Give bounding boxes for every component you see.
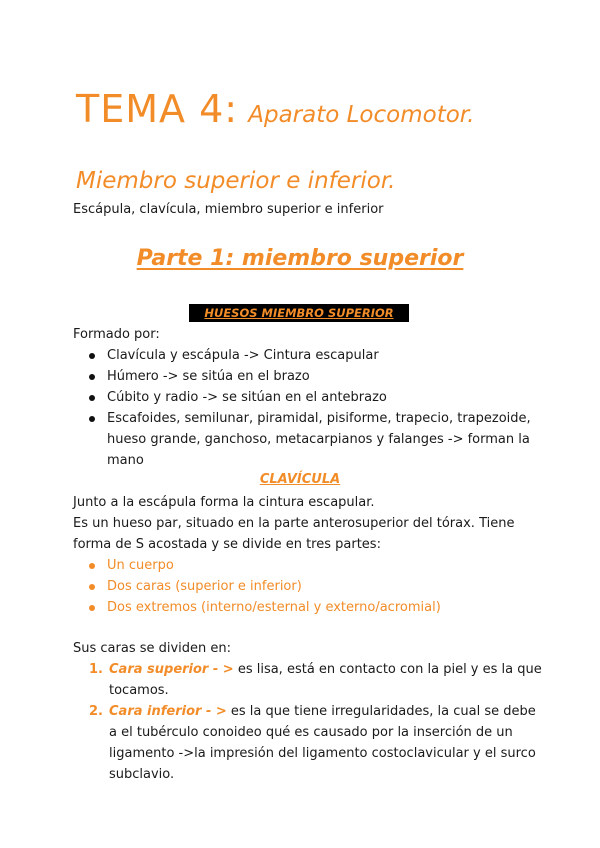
list-item: Cúbito y radio -> se sitúan en el antebrazo xyxy=(73,387,543,408)
list-item: Húmero -> se sitúa en el brazo xyxy=(73,366,543,387)
bullet-icon xyxy=(89,584,95,590)
list-item: Dos caras (superior e inferior) xyxy=(73,576,543,597)
list-item xyxy=(73,659,543,701)
caras-intro: Sus caras se dividen en: xyxy=(73,641,232,656)
clavicula-heading: CLAVÍCULA xyxy=(259,472,341,487)
cara-label: Cara superior - > xyxy=(109,662,234,677)
bullet-icon xyxy=(89,563,95,569)
title-main: TEMA 4: xyxy=(76,87,239,131)
clavicula-line1: Junto a la escápula forma la cintura escapular. xyxy=(73,495,375,510)
cara-label: Cara inferior - > xyxy=(109,704,227,719)
title-rest: Aparato Locomotor. Miembro superior e inferior. xyxy=(76,102,475,194)
clavicula-parts-list xyxy=(73,555,543,618)
bullet-icon xyxy=(89,353,95,359)
section-label: HUESOS MIEMBRO SUPERIOR xyxy=(204,306,394,320)
bullet-icon xyxy=(89,605,95,611)
list-item xyxy=(73,701,543,785)
cara-text: es lisa, está en contacto con la piel y es la que tocamos. xyxy=(109,662,542,698)
clavicula-line2: Es un hueso par, situado en la parte anterosuperior del tórax. Tiene forma de S acostada y se divide en tres partes: xyxy=(73,516,515,552)
bullet-icon xyxy=(89,395,95,401)
subtitle: Escápula, clavícula, miembro superior e inferior xyxy=(73,202,384,217)
caras-list xyxy=(73,659,543,785)
list-item: Un cuerpo xyxy=(73,555,543,576)
list-item: Clavícula y escápula -> Cintura escapular xyxy=(73,345,543,366)
formado-por-label: Formado por: xyxy=(73,327,160,342)
cara-text: es la que tiene irregularidades, la cual se debe a el tubérculo conoideo qué es causado por la inserción de un ligamento ->la impresión del ligamento costoclavicular y el surco subclavio. xyxy=(109,704,536,782)
list-number: 2. xyxy=(89,704,103,719)
list-number: 1. xyxy=(89,662,103,677)
bone-list xyxy=(73,345,543,471)
list-item: Escafoides, semilunar, piramidal, pisiforme, trapecio, trapezoide, hueso grande, ganchoso, metacarpianos y falanges -> forman la mano xyxy=(73,408,543,471)
part-heading: Parte 1: miembro superior xyxy=(136,246,464,271)
bullet-icon xyxy=(89,416,95,422)
page-title xyxy=(76,78,546,212)
list-item: Dos extremos (interno/esternal y externo/acromial) xyxy=(73,597,543,618)
bullet-icon xyxy=(89,374,95,380)
section-label-highlight xyxy=(189,304,409,322)
